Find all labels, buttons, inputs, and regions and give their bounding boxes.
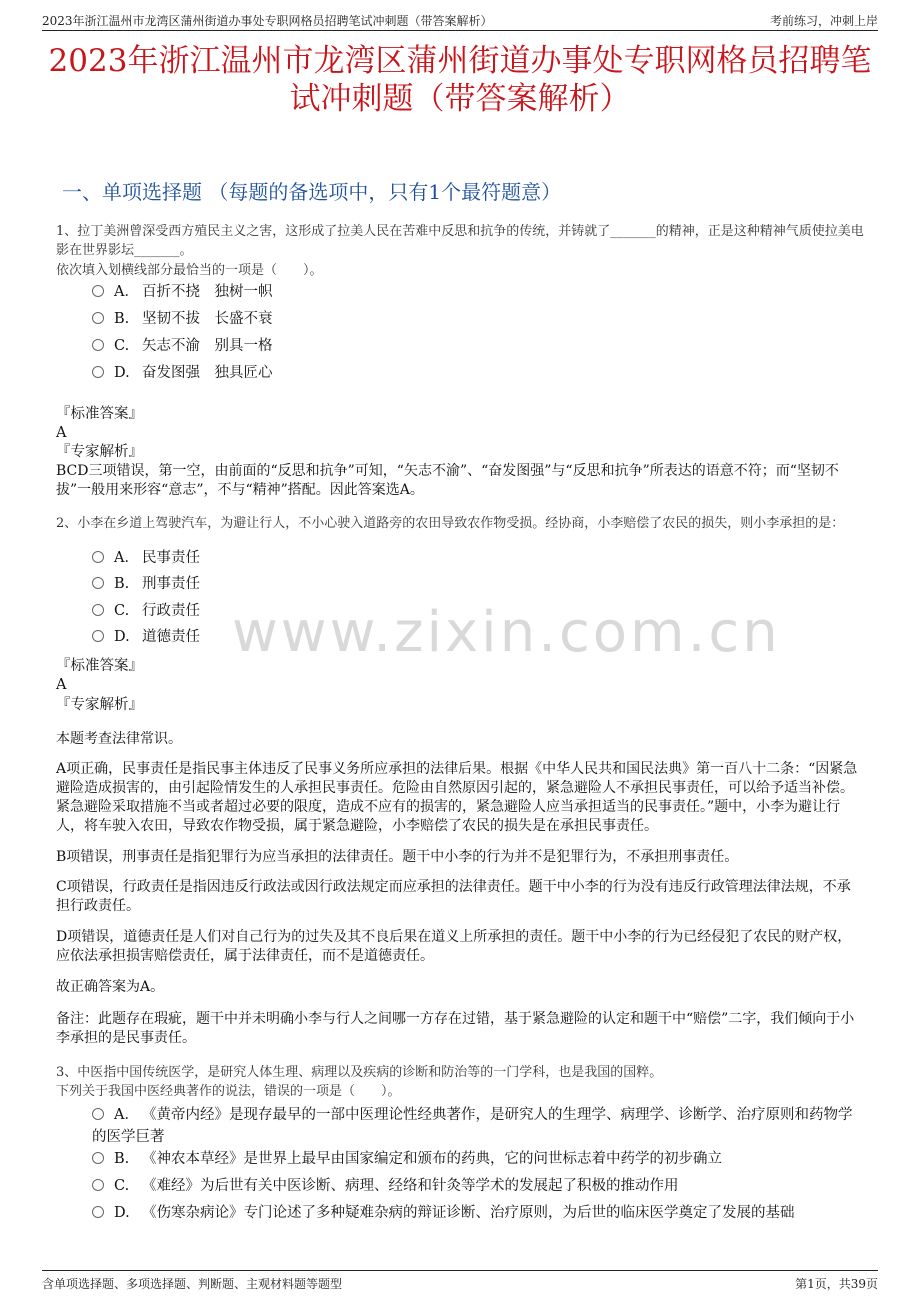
- section-heading: 一、单项选择题 （每题的备选项中，只有1个最符题意）: [62, 180, 562, 204]
- page-footer: [42, 1270, 878, 1293]
- option-text: 奋发图强 独具匠心: [142, 365, 273, 381]
- question-1-analysis: BCD三项错误，第一空，由前面的“反思和抗争”可知，“矢志不渝”、“奋发图强”与“反思和抗争”所表达的语意不符；而“坚韧不拔”一般用来形容“意志”，不与“精神”搭配。因此答案选A。: [56, 463, 839, 498]
- question-1-option-b[interactable]: [92, 308, 864, 330]
- question-2-analysis-para: C项错误，行政责任是指因违反行政法或因行政法规定而应承担的法律责任。题干中小李的行为没有违反行政管理法律法规，不承担行政责任。: [56, 879, 851, 914]
- option-text: 《伤寒杂病论》专门论述了多种疑难杂病的辩证诊断、治疗原则，为后世的临床医学奠定了发展的基础: [142, 1205, 795, 1221]
- radio-icon[interactable]: [92, 312, 104, 324]
- page-number: 第1页，共39页: [795, 1277, 878, 1291]
- question-2-analysis-para: D项错误，道德责任是人们对自己行为的过失及其不良后果在道义上所承担的责任。题干中小李的行为已经侵犯了农民的财产权，应依法承担损害赔偿责任，属于法律责任，而不是道德责任。: [56, 929, 852, 964]
- option-text: 民事责任: [142, 550, 200, 566]
- footer-question-types: 含单项选择题、多项选择题、判断题、主观材料题等题型: [42, 1277, 343, 1291]
- question-2-stem: 2、小李在乡道上驾驶汽车，为避让行人，不小心驶入道路旁的农田导致农作物受损。经协商，小李赔偿了农民的损失，则小李承担的是：: [56, 516, 845, 531]
- option-text: 行政责任: [142, 603, 200, 619]
- option-key: A．: [114, 284, 139, 300]
- question-1-option-c[interactable]: [92, 335, 864, 357]
- question-3-option-d[interactable]: [92, 1202, 864, 1224]
- header-slogan: 考前练习，冲刺上岸: [769, 14, 878, 28]
- question-1-stem: 1、拉丁美洲曾深受西方殖民主义之害，这形成了拉美人民在苦难中反思和抗争的传统，并铸就了_______的精神，正是这种精神气质使拉美电影在世界影坛_______。: [56, 224, 864, 258]
- question-3-option-a[interactable]: [92, 1104, 864, 1148]
- question-1-option-d[interactable]: [92, 362, 864, 384]
- question-2-analysis-label: 『专家解析』: [56, 697, 143, 713]
- option-text: 《黄帝内经》是现存最早的一部中医理论性经典著作，是研究人的生理学、病理学、诊断学、治疗原则和药物学的医学巨著: [92, 1107, 853, 1145]
- option-key: C.: [114, 1178, 130, 1194]
- option-key: D.: [114, 629, 130, 645]
- question-2-answer: A: [56, 677, 67, 693]
- question-1-analysis-label: 『专家解析』: [56, 444, 143, 460]
- radio-icon[interactable]: [92, 551, 104, 563]
- question-3-stem: 3、中医指中国传统医学，是研究人体生理、病理以及疾病的诊断和防治等的一门学科，也是我国的国粹。: [56, 1065, 663, 1080]
- radio-icon[interactable]: [92, 285, 104, 297]
- radio-icon[interactable]: [92, 1179, 104, 1191]
- question-2-analysis-para: 故正确答案为A。: [56, 979, 165, 995]
- radio-icon[interactable]: [92, 339, 104, 351]
- option-text: 《神农本草经》是世界上最早由国家编定和颁布的药典，它的问世标志着中药学的初步确立: [142, 1151, 722, 1167]
- radio-icon[interactable]: [92, 604, 104, 616]
- option-text: 《难经》为后世有关中医诊断、病理、经络和针灸等学术的发展起了积极的推动作用: [142, 1178, 679, 1194]
- option-text: 道德责任: [142, 629, 200, 645]
- option-key: B.: [114, 1151, 130, 1167]
- option-key: B.: [114, 576, 130, 592]
- option-key: B.: [114, 311, 130, 327]
- question-2-analysis-para: 本题考查法律常识。: [56, 731, 182, 747]
- question-1-answer-label: 『标准答案』: [56, 406, 143, 422]
- option-key: C.: [114, 338, 130, 354]
- watermark: www.zixin.com.cn: [232, 600, 781, 665]
- option-key: D.: [114, 1205, 130, 1221]
- question-3-option-c[interactable]: [92, 1175, 864, 1197]
- question-2-analysis-para: 备注：此题存在瑕疵，题干中并未明确小李与行人之间哪一方存在过错，基于紧急避险的认定和题干中“赔偿”二字，我们倾向于小李承担的是民事责任。: [56, 1011, 855, 1046]
- question-2-option-a[interactable]: [92, 547, 864, 569]
- question-3-option-b[interactable]: [92, 1148, 864, 1170]
- header-document-title: 2023年浙江温州市龙湾区蒲州街道办事处专职网格员招聘笔试冲刺题（带答案解析）: [42, 14, 493, 28]
- question-2-analysis-para: B项错误，刑事责任是指犯罪行为应当承担的法律责任。题干中小李的行为并不是犯罪行为，不承担刑事责任。: [56, 849, 739, 865]
- page-title: 2023年浙江温州市龙湾区蒲州街道办事处专职网格员招聘笔试冲刺题（带答案解析）: [48, 43, 872, 117]
- question-2-analysis-para: A项正确，民事责任是指民事主体违反了民事义务所应承担的法律后果。根据《中华人民共和国民法典》第一百八十二条：“因紧急避险造成损害的，由引起险情发生的人承担民事责任。危险由自然原因引起的，紧急避险人不承担民事责任，可以给予适当补偿。紧急避险采取措施不当或者超过必要的限度，造成不应有的损害的，紧急避险人应当承担适当的民事责任。”题中，小李为避让行人，将车驶入农田，导致农作物受损，属于紧急避险，小李赔偿了农民的损失是在承担民事责任。: [56, 761, 858, 834]
- radio-icon[interactable]: [92, 1206, 104, 1218]
- question-1-answer: A: [56, 425, 67, 441]
- radio-icon[interactable]: [92, 366, 104, 378]
- option-key: A．: [114, 1107, 139, 1123]
- option-text: 矢志不渝 别具一格: [142, 338, 273, 354]
- radio-icon[interactable]: [92, 630, 104, 642]
- option-text: 坚韧不拔 长盛不衰: [142, 311, 273, 327]
- question-3-prompt: 下列关于我国中医经典著作的说法，错误的一项是（ ）。: [56, 1084, 401, 1099]
- radio-icon[interactable]: [92, 1152, 104, 1164]
- option-key: C.: [114, 603, 130, 619]
- option-text: 百折不挠 独树一帜: [142, 284, 273, 300]
- radio-icon[interactable]: [92, 1108, 104, 1120]
- question-2-answer-label: 『标准答案』: [56, 658, 143, 674]
- question-2-option-b[interactable]: [92, 573, 864, 595]
- option-key: A．: [114, 550, 139, 566]
- question-1-option-a[interactable]: [92, 281, 864, 303]
- page-header: [42, 8, 878, 31]
- radio-icon[interactable]: [92, 577, 104, 589]
- option-key: D.: [114, 365, 130, 381]
- question-1-prompt: 依次填入划横线部分最恰当的一项是（ ）。: [56, 263, 323, 278]
- option-text: 刑事责任: [142, 576, 200, 592]
